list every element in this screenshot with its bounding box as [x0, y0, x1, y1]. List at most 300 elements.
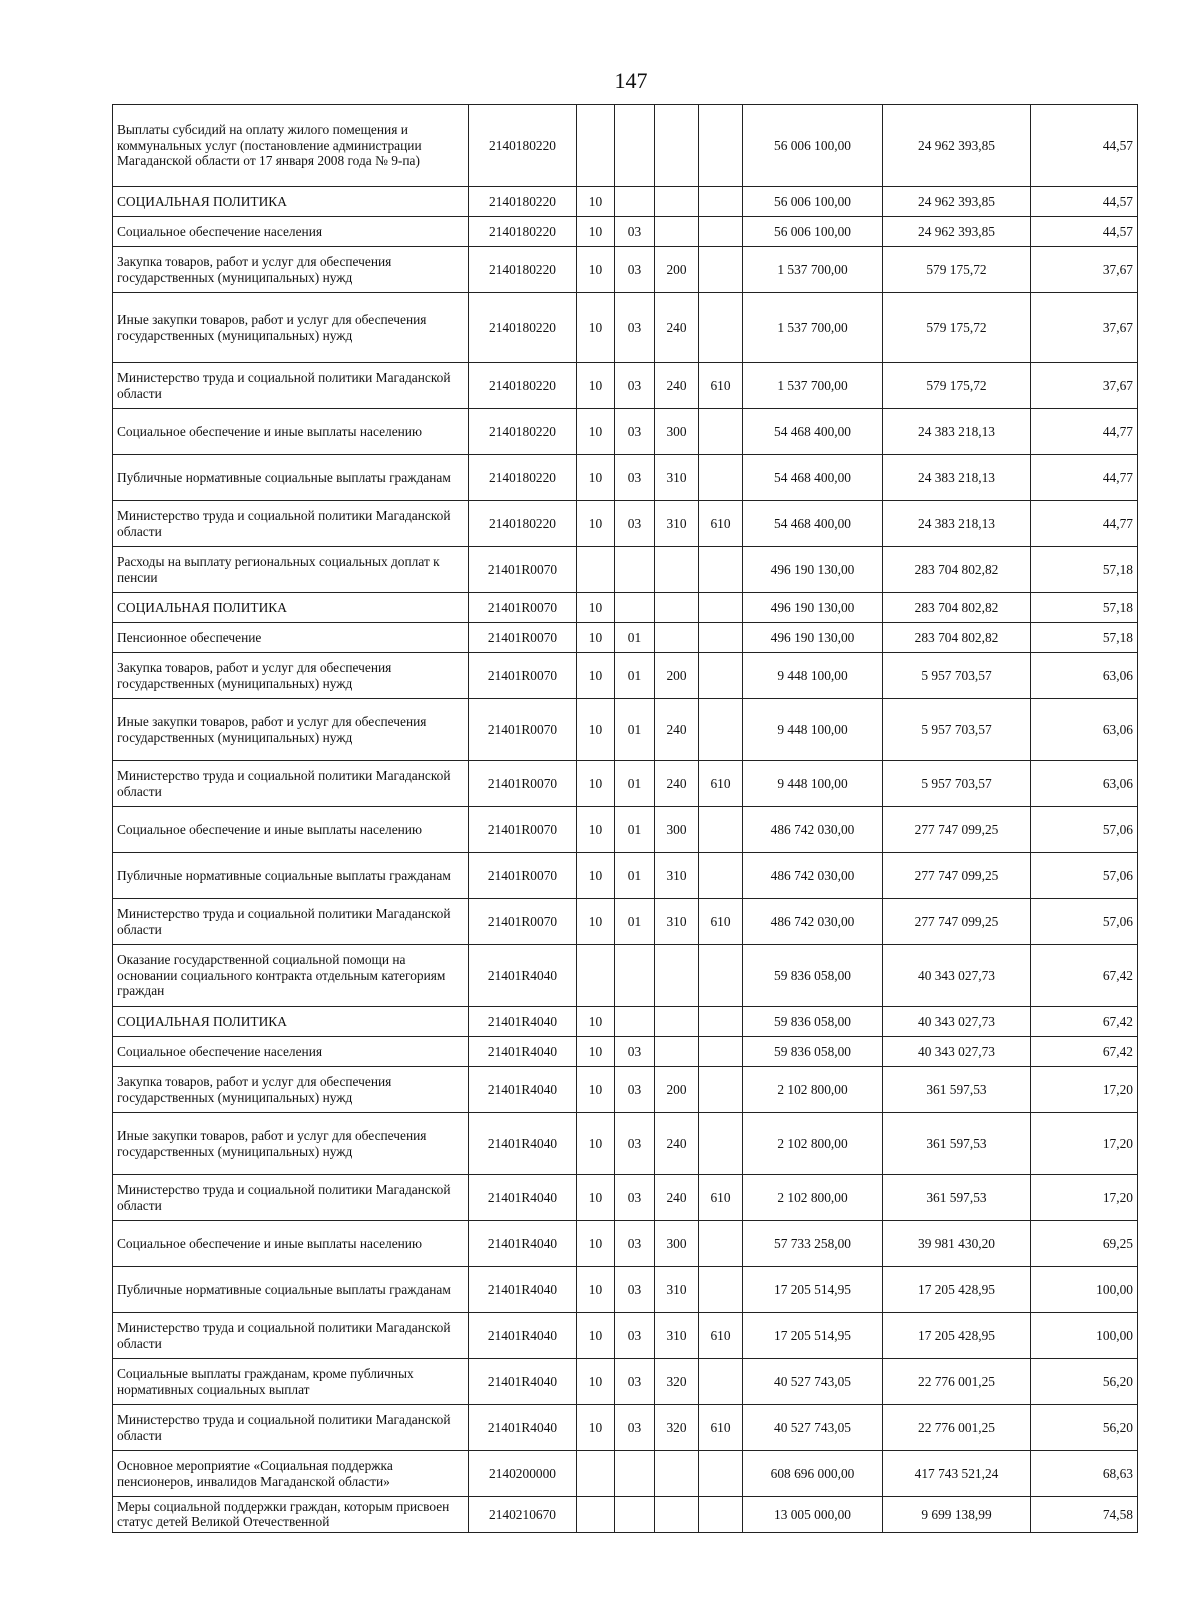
row-section-cell: 10 — [577, 363, 615, 409]
row-section-cell — [577, 1451, 615, 1497]
row-percent-cell: 68,63 — [1031, 1451, 1138, 1497]
row-name-cell: Закупка товаров, работ и услуг для обеспечения государственных (муниципальных) нужд — [113, 247, 469, 293]
row-subsection-cell: 03 — [615, 409, 655, 455]
row-admin-cell — [699, 547, 743, 593]
row-plan-cell: 1 537 700,00 — [743, 247, 883, 293]
row-code-cell: 2140180220 — [469, 363, 577, 409]
row-plan-cell: 54 468 400,00 — [743, 455, 883, 501]
row-subsection-cell: 03 — [615, 247, 655, 293]
row-code-cell: 2140180220 — [469, 217, 577, 247]
row-section-cell: 10 — [577, 1267, 615, 1313]
row-admin-cell — [699, 945, 743, 1007]
row-section-cell: 10 — [577, 1221, 615, 1267]
table-row — [113, 1359, 1138, 1405]
row-fact-cell: 22 776 001,25 — [883, 1359, 1031, 1405]
table-row — [113, 1067, 1138, 1113]
row-subsection-cell: 01 — [615, 699, 655, 761]
row-subsection-cell: 03 — [615, 1267, 655, 1313]
row-expense-type-cell: 240 — [655, 1175, 699, 1221]
row-fact-cell: 24 383 218,13 — [883, 455, 1031, 501]
table-row — [113, 1113, 1138, 1175]
row-admin-cell: 610 — [699, 899, 743, 945]
row-section-cell: 10 — [577, 699, 615, 761]
row-subsection-cell: 03 — [615, 455, 655, 501]
row-percent-cell: 17,20 — [1031, 1113, 1138, 1175]
row-subsection-cell: 01 — [615, 623, 655, 653]
row-code-cell: 21401R4040 — [469, 1037, 577, 1067]
row-expense-type-cell — [655, 1497, 699, 1533]
table-row — [113, 807, 1138, 853]
row-expense-type-cell: 240 — [655, 363, 699, 409]
row-percent-cell: 17,20 — [1031, 1067, 1138, 1113]
row-percent-cell: 44,77 — [1031, 409, 1138, 455]
row-section-cell: 10 — [577, 247, 615, 293]
row-plan-cell: 59 836 058,00 — [743, 1037, 883, 1067]
row-plan-cell: 2 102 800,00 — [743, 1113, 883, 1175]
row-admin-cell — [699, 1267, 743, 1313]
row-admin-cell: 610 — [699, 761, 743, 807]
row-subsection-cell: 03 — [615, 1175, 655, 1221]
table-row — [113, 293, 1138, 363]
row-code-cell: 21401R4040 — [469, 1113, 577, 1175]
row-code-cell: 2140180220 — [469, 247, 577, 293]
table-row — [113, 409, 1138, 455]
row-section-cell — [577, 547, 615, 593]
table-row — [113, 501, 1138, 547]
row-admin-cell — [699, 623, 743, 653]
row-expense-type-cell: 240 — [655, 761, 699, 807]
row-plan-cell: 496 190 130,00 — [743, 623, 883, 653]
row-fact-cell: 39 981 430,20 — [883, 1221, 1031, 1267]
table-row — [113, 1267, 1138, 1313]
row-subsection-cell: 01 — [615, 761, 655, 807]
row-subsection-cell — [615, 105, 655, 187]
row-name-cell: Меры социальной поддержки граждан, которым присвоен статус детей Великой Отечественной — [113, 1497, 469, 1533]
row-name-cell: Выплаты субсидий на оплату жилого помещения и коммунальных услуг (постановление администрации Магаданской области от 17 января 2008 года № 9-па) — [113, 105, 469, 187]
row-expense-type-cell: 310 — [655, 455, 699, 501]
row-admin-cell: 610 — [699, 1175, 743, 1221]
row-fact-cell: 40 343 027,73 — [883, 945, 1031, 1007]
table-row — [113, 945, 1138, 1007]
row-fact-cell: 283 704 802,82 — [883, 547, 1031, 593]
row-percent-cell: 69,25 — [1031, 1221, 1138, 1267]
row-name-cell: Социальное обеспечение и иные выплаты населению — [113, 807, 469, 853]
row-code-cell: 21401R4040 — [469, 1175, 577, 1221]
row-name-cell: СОЦИАЛЬНАЯ ПОЛИТИКА — [113, 187, 469, 217]
row-admin-cell — [699, 105, 743, 187]
row-name-cell: Расходы на выплату региональных социальных доплат к пенсии — [113, 547, 469, 593]
row-subsection-cell: 01 — [615, 899, 655, 945]
table-row — [113, 455, 1138, 501]
row-fact-cell: 5 957 703,57 — [883, 761, 1031, 807]
row-admin-cell — [699, 187, 743, 217]
row-name-cell: Основное мероприятие «Социальная поддержка пенсионеров, инвалидов Магаданской области» — [113, 1451, 469, 1497]
row-subsection-cell: 03 — [615, 1067, 655, 1113]
row-code-cell: 21401R4040 — [469, 1221, 577, 1267]
row-name-cell: Закупка товаров, работ и услуг для обеспечения государственных (муниципальных) нужд — [113, 653, 469, 699]
row-code-cell: 21401R4040 — [469, 1267, 577, 1313]
row-code-cell: 21401R0070 — [469, 699, 577, 761]
row-plan-cell: 13 005 000,00 — [743, 1497, 883, 1533]
row-expense-type-cell: 200 — [655, 1067, 699, 1113]
row-expense-type-cell — [655, 1037, 699, 1067]
row-admin-cell — [699, 1113, 743, 1175]
row-name-cell: Министерство труда и социальной политики Магаданской области — [113, 1313, 469, 1359]
row-fact-cell: 9 699 138,99 — [883, 1497, 1031, 1533]
row-expense-type-cell: 320 — [655, 1359, 699, 1405]
row-plan-cell: 17 205 514,95 — [743, 1313, 883, 1359]
row-section-cell: 10 — [577, 501, 615, 547]
row-plan-cell: 496 190 130,00 — [743, 593, 883, 623]
row-code-cell: 21401R4040 — [469, 945, 577, 1007]
row-name-cell: Министерство труда и социальной политики Магаданской области — [113, 1175, 469, 1221]
row-plan-cell: 2 102 800,00 — [743, 1175, 883, 1221]
row-section-cell: 10 — [577, 409, 615, 455]
row-plan-cell: 1 537 700,00 — [743, 293, 883, 363]
row-percent-cell: 37,67 — [1031, 247, 1138, 293]
row-plan-cell: 486 742 030,00 — [743, 899, 883, 945]
row-percent-cell: 57,06 — [1031, 899, 1138, 945]
table-row — [113, 1313, 1138, 1359]
table-row — [113, 853, 1138, 899]
row-percent-cell: 63,06 — [1031, 761, 1138, 807]
row-expense-type-cell: 200 — [655, 653, 699, 699]
row-subsection-cell: 03 — [615, 501, 655, 547]
row-fact-cell: 24 383 218,13 — [883, 409, 1031, 455]
row-admin-cell — [699, 1221, 743, 1267]
row-admin-cell — [699, 1359, 743, 1405]
row-subsection-cell: 01 — [615, 853, 655, 899]
row-name-cell: Социальное обеспечение и иные выплаты населению — [113, 409, 469, 455]
row-name-cell: Министерство труда и социальной политики Магаданской области — [113, 899, 469, 945]
row-plan-cell: 9 448 100,00 — [743, 761, 883, 807]
row-code-cell: 21401R0070 — [469, 761, 577, 807]
row-percent-cell: 44,57 — [1031, 217, 1138, 247]
row-expense-type-cell: 240 — [655, 1113, 699, 1175]
row-code-cell: 21401R0070 — [469, 899, 577, 945]
table-row — [113, 1451, 1138, 1497]
row-fact-cell: 361 597,53 — [883, 1067, 1031, 1113]
row-expense-type-cell — [655, 187, 699, 217]
row-subsection-cell: 03 — [615, 293, 655, 363]
row-code-cell: 21401R4040 — [469, 1007, 577, 1037]
row-plan-cell: 496 190 130,00 — [743, 547, 883, 593]
row-expense-type-cell: 310 — [655, 899, 699, 945]
row-expense-type-cell — [655, 1451, 699, 1497]
row-code-cell: 2140180220 — [469, 293, 577, 363]
row-code-cell: 2140180220 — [469, 409, 577, 455]
row-percent-cell: 57,18 — [1031, 623, 1138, 653]
row-admin-cell: 610 — [699, 363, 743, 409]
row-plan-cell: 1 537 700,00 — [743, 363, 883, 409]
row-section-cell: 10 — [577, 1175, 615, 1221]
row-expense-type-cell: 300 — [655, 1221, 699, 1267]
row-plan-cell: 56 006 100,00 — [743, 187, 883, 217]
row-code-cell: 21401R4040 — [469, 1067, 577, 1113]
table-body — [113, 105, 1138, 1533]
row-section-cell: 10 — [577, 1007, 615, 1037]
table-row — [113, 247, 1138, 293]
table-row — [113, 623, 1138, 653]
row-subsection-cell: 03 — [615, 1113, 655, 1175]
row-subsection-cell: 01 — [615, 807, 655, 853]
row-name-cell: Иные закупки товаров, работ и услуг для обеспечения государственных (муниципальных) нужд — [113, 699, 469, 761]
row-expense-type-cell: 320 — [655, 1405, 699, 1451]
row-fact-cell: 22 776 001,25 — [883, 1405, 1031, 1451]
row-admin-cell: 610 — [699, 501, 743, 547]
row-expense-type-cell: 200 — [655, 247, 699, 293]
table-row — [113, 1221, 1138, 1267]
row-percent-cell: 37,67 — [1031, 363, 1138, 409]
row-admin-cell — [699, 455, 743, 501]
row-plan-cell: 59 836 058,00 — [743, 1007, 883, 1037]
row-code-cell: 2140180220 — [469, 455, 577, 501]
table-row — [113, 1497, 1138, 1533]
row-name-cell: Социальное обеспечение населения — [113, 1037, 469, 1067]
row-admin-cell — [699, 217, 743, 247]
row-percent-cell: 37,67 — [1031, 293, 1138, 363]
row-plan-cell: 54 468 400,00 — [743, 501, 883, 547]
row-percent-cell: 44,77 — [1031, 501, 1138, 547]
row-admin-cell — [699, 593, 743, 623]
row-expense-type-cell: 310 — [655, 1313, 699, 1359]
row-fact-cell: 40 343 027,73 — [883, 1037, 1031, 1067]
row-section-cell — [577, 105, 615, 187]
row-name-cell: Социальное обеспечение и иные выплаты населению — [113, 1221, 469, 1267]
row-percent-cell: 44,57 — [1031, 105, 1138, 187]
row-code-cell: 2140180220 — [469, 187, 577, 217]
row-fact-cell: 283 704 802,82 — [883, 593, 1031, 623]
row-name-cell: Министерство труда и социальной политики Магаданской области — [113, 501, 469, 547]
row-section-cell: 10 — [577, 623, 615, 653]
row-admin-cell — [699, 853, 743, 899]
page-number: 147 — [614, 68, 648, 93]
table-row — [113, 217, 1138, 247]
row-section-cell: 10 — [577, 455, 615, 501]
row-fact-cell: 17 205 428,95 — [883, 1267, 1031, 1313]
row-admin-cell — [699, 699, 743, 761]
row-expense-type-cell: 310 — [655, 1267, 699, 1313]
row-percent-cell: 57,18 — [1031, 593, 1138, 623]
row-percent-cell: 74,58 — [1031, 1497, 1138, 1533]
table-row — [113, 1175, 1138, 1221]
row-percent-cell: 56,20 — [1031, 1405, 1138, 1451]
row-fact-cell: 24 962 393,85 — [883, 105, 1031, 187]
row-percent-cell: 63,06 — [1031, 699, 1138, 761]
row-subsection-cell: 03 — [615, 1359, 655, 1405]
row-subsection-cell — [615, 593, 655, 623]
row-subsection-cell: 03 — [615, 217, 655, 247]
row-code-cell: 21401R0070 — [469, 807, 577, 853]
row-code-cell: 2140210670 — [469, 1497, 577, 1533]
row-percent-cell: 100,00 — [1031, 1313, 1138, 1359]
row-plan-cell: 9 448 100,00 — [743, 699, 883, 761]
table-row — [113, 363, 1138, 409]
row-expense-type-cell — [655, 623, 699, 653]
row-subsection-cell: 03 — [615, 1313, 655, 1359]
row-name-cell: Публичные нормативные социальные выплаты гражданам — [113, 853, 469, 899]
row-section-cell: 10 — [577, 217, 615, 247]
row-section-cell: 10 — [577, 187, 615, 217]
table-row — [113, 1037, 1138, 1067]
row-percent-cell: 17,20 — [1031, 1175, 1138, 1221]
row-plan-cell: 54 468 400,00 — [743, 409, 883, 455]
table-row — [113, 1405, 1138, 1451]
row-code-cell: 21401R4040 — [469, 1313, 577, 1359]
row-section-cell: 10 — [577, 593, 615, 623]
row-name-cell: Иные закупки товаров, работ и услуг для обеспечения государственных (муниципальных) нужд — [113, 1113, 469, 1175]
row-plan-cell: 56 006 100,00 — [743, 217, 883, 247]
row-subsection-cell: 03 — [615, 1037, 655, 1067]
row-subsection-cell — [615, 1007, 655, 1037]
row-fact-cell: 24 383 218,13 — [883, 501, 1031, 547]
row-code-cell: 21401R4040 — [469, 1359, 577, 1405]
row-admin-cell — [699, 247, 743, 293]
row-section-cell — [577, 945, 615, 1007]
row-name-cell: Оказание государственной социальной помощи на основании социального контракта отдельным категориям граждан — [113, 945, 469, 1007]
row-fact-cell: 5 957 703,57 — [883, 699, 1031, 761]
row-plan-cell: 486 742 030,00 — [743, 853, 883, 899]
row-plan-cell: 9 448 100,00 — [743, 653, 883, 699]
row-admin-cell — [699, 293, 743, 363]
row-name-cell: Закупка товаров, работ и услуг для обеспечения государственных (муниципальных) нужд — [113, 1067, 469, 1113]
row-fact-cell: 277 747 099,25 — [883, 899, 1031, 945]
row-admin-cell — [699, 1007, 743, 1037]
row-fact-cell: 277 747 099,25 — [883, 807, 1031, 853]
row-expense-type-cell: 310 — [655, 501, 699, 547]
row-percent-cell: 100,00 — [1031, 1267, 1138, 1313]
row-percent-cell: 57,06 — [1031, 807, 1138, 853]
row-admin-cell — [699, 1037, 743, 1067]
row-fact-cell: 579 175,72 — [883, 363, 1031, 409]
row-plan-cell: 608 696 000,00 — [743, 1451, 883, 1497]
row-name-cell: Министерство труда и социальной политики Магаданской области — [113, 761, 469, 807]
row-name-cell: Иные закупки товаров, работ и услуг для обеспечения государственных (муниципальных) нужд — [113, 293, 469, 363]
row-fact-cell: 283 704 802,82 — [883, 623, 1031, 653]
row-expense-type-cell — [655, 105, 699, 187]
row-section-cell: 10 — [577, 293, 615, 363]
row-percent-cell: 56,20 — [1031, 1359, 1138, 1405]
row-admin-cell — [699, 1067, 743, 1113]
row-name-cell: Министерство труда и социальной политики Магаданской области — [113, 1405, 469, 1451]
row-section-cell: 10 — [577, 653, 615, 699]
row-plan-cell: 56 006 100,00 — [743, 105, 883, 187]
budget-execution-table — [112, 104, 1138, 1533]
row-fact-cell: 361 597,53 — [883, 1175, 1031, 1221]
row-expense-type-cell: 240 — [655, 293, 699, 363]
row-code-cell: 21401R0070 — [469, 853, 577, 899]
row-section-cell: 10 — [577, 1313, 615, 1359]
row-section-cell: 10 — [577, 1359, 615, 1405]
row-admin-cell: 610 — [699, 1405, 743, 1451]
row-plan-cell: 2 102 800,00 — [743, 1067, 883, 1113]
row-fact-cell: 361 597,53 — [883, 1113, 1031, 1175]
row-subsection-cell — [615, 1451, 655, 1497]
row-name-cell: Министерство труда и социальной политики Магаданской области — [113, 363, 469, 409]
row-admin-cell — [699, 653, 743, 699]
row-percent-cell: 57,06 — [1031, 853, 1138, 899]
row-code-cell: 2140180220 — [469, 501, 577, 547]
row-plan-cell: 40 527 743,05 — [743, 1405, 883, 1451]
row-fact-cell: 17 205 428,95 — [883, 1313, 1031, 1359]
row-name-cell: СОЦИАЛЬНАЯ ПОЛИТИКА — [113, 593, 469, 623]
table-row — [113, 761, 1138, 807]
row-plan-cell: 57 733 258,00 — [743, 1221, 883, 1267]
row-expense-type-cell — [655, 1007, 699, 1037]
row-percent-cell: 44,57 — [1031, 187, 1138, 217]
row-code-cell: 21401R0070 — [469, 593, 577, 623]
row-expense-type-cell: 300 — [655, 409, 699, 455]
row-percent-cell: 44,77 — [1031, 455, 1138, 501]
row-subsection-cell — [615, 945, 655, 1007]
row-subsection-cell: 01 — [615, 653, 655, 699]
row-subsection-cell — [615, 547, 655, 593]
row-section-cell: 10 — [577, 1113, 615, 1175]
row-code-cell: 21401R4040 — [469, 1405, 577, 1451]
row-name-cell: Социальное обеспечение населения — [113, 217, 469, 247]
row-admin-cell — [699, 1451, 743, 1497]
table-row — [113, 105, 1138, 187]
row-subsection-cell: 03 — [615, 1221, 655, 1267]
row-fact-cell: 24 962 393,85 — [883, 217, 1031, 247]
row-subsection-cell: 03 — [615, 363, 655, 409]
row-percent-cell: 67,42 — [1031, 945, 1138, 1007]
row-percent-cell: 57,18 — [1031, 547, 1138, 593]
row-expense-type-cell: 300 — [655, 807, 699, 853]
row-section-cell: 10 — [577, 1405, 615, 1451]
row-subsection-cell — [615, 187, 655, 217]
row-expense-type-cell — [655, 547, 699, 593]
table-row — [113, 899, 1138, 945]
row-plan-cell: 59 836 058,00 — [743, 945, 883, 1007]
row-code-cell: 21401R0070 — [469, 547, 577, 593]
row-section-cell: 10 — [577, 807, 615, 853]
table-row — [113, 593, 1138, 623]
row-plan-cell: 486 742 030,00 — [743, 807, 883, 853]
row-admin-cell: 610 — [699, 1313, 743, 1359]
row-percent-cell: 67,42 — [1031, 1037, 1138, 1067]
row-expense-type-cell — [655, 945, 699, 1007]
row-fact-cell: 5 957 703,57 — [883, 653, 1031, 699]
row-code-cell: 2140180220 — [469, 105, 577, 187]
row-subsection-cell: 03 — [615, 1405, 655, 1451]
row-fact-cell: 40 343 027,73 — [883, 1007, 1031, 1037]
row-fact-cell: 24 962 393,85 — [883, 187, 1031, 217]
table-row — [113, 653, 1138, 699]
row-fact-cell: 417 743 521,24 — [883, 1451, 1031, 1497]
row-expense-type-cell — [655, 217, 699, 247]
row-code-cell: 21401R0070 — [469, 653, 577, 699]
row-fact-cell: 579 175,72 — [883, 247, 1031, 293]
row-name-cell: Пенсионное обеспечение — [113, 623, 469, 653]
row-section-cell: 10 — [577, 1037, 615, 1067]
row-section-cell — [577, 1497, 615, 1533]
row-expense-type-cell: 240 — [655, 699, 699, 761]
row-subsection-cell — [615, 1497, 655, 1533]
table-row — [113, 699, 1138, 761]
row-section-cell: 10 — [577, 853, 615, 899]
row-fact-cell: 277 747 099,25 — [883, 853, 1031, 899]
row-expense-type-cell — [655, 593, 699, 623]
row-plan-cell: 40 527 743,05 — [743, 1359, 883, 1405]
row-percent-cell: 63,06 — [1031, 653, 1138, 699]
row-code-cell: 2140200000 — [469, 1451, 577, 1497]
row-percent-cell: 67,42 — [1031, 1007, 1138, 1037]
row-name-cell: Публичные нормативные социальные выплаты гражданам — [113, 455, 469, 501]
row-name-cell: СОЦИАЛЬНАЯ ПОЛИТИКА — [113, 1007, 469, 1037]
row-section-cell: 10 — [577, 899, 615, 945]
row-expense-type-cell: 310 — [655, 853, 699, 899]
